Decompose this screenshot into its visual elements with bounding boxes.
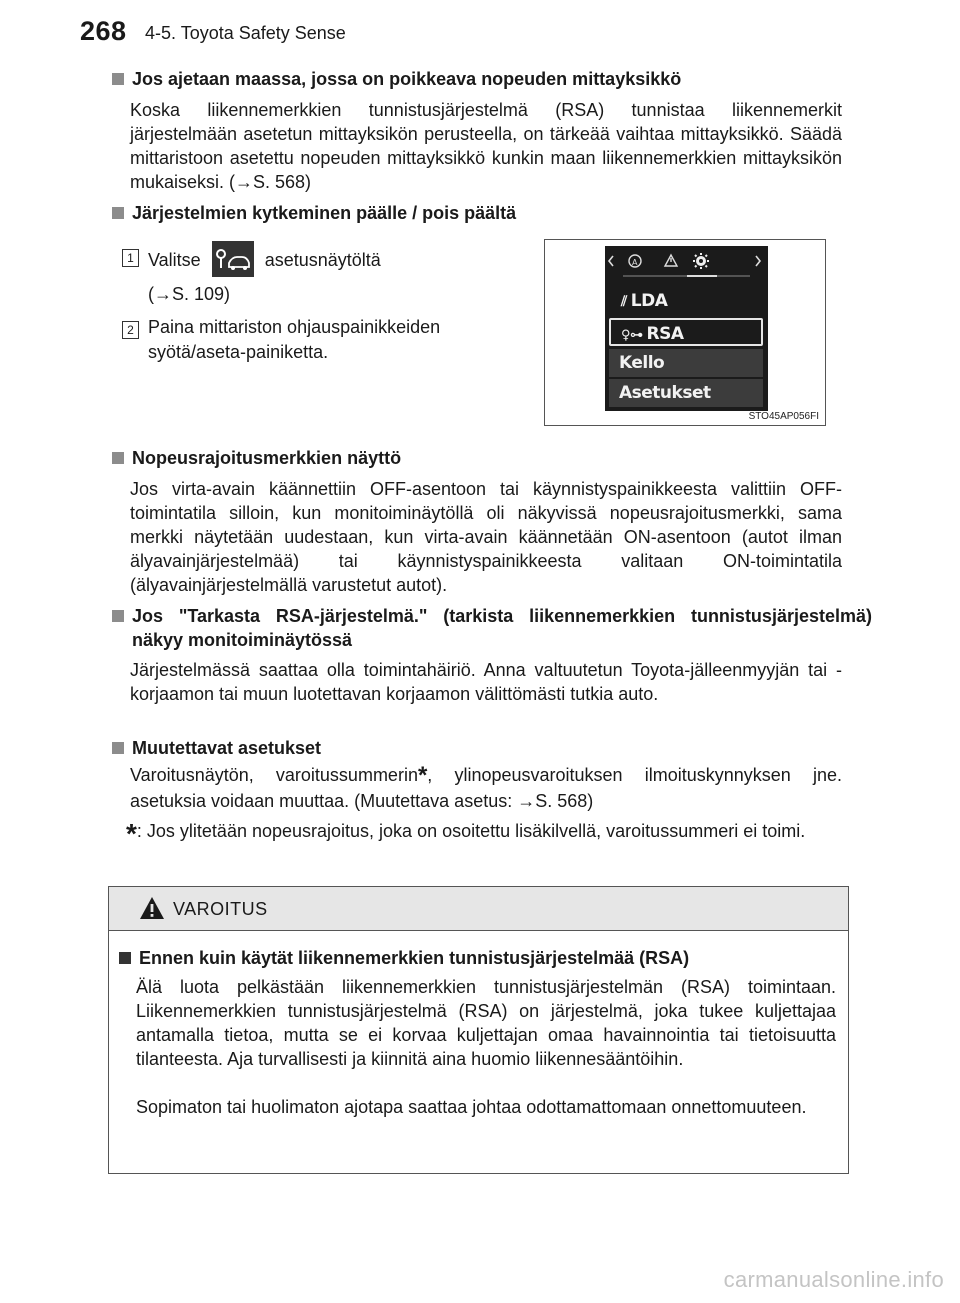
svg-text:A: A: [632, 258, 638, 267]
lane-departure-icon: ⫽: [621, 294, 627, 310]
warning-paragraph-2: Sopimaton tai huolimaton ajotapa saattaa johtaa odottamattomaan onnettomuuteen.: [136, 1097, 807, 1117]
step-number-2: 2: [122, 321, 139, 339]
warning-paragraph-1: Älä luota pelkästään liikennemerkkien tunnistusjärjestelmän (RSA) toimintaan. Liikennemerkkien tunnistusjärjestelmä (RSA) on järjestelmä, joka tukee kuljettajaa antamalla tietoa, mutta se ei korvaa kuljettajan omaa havainnointia tai tietoisuutta tilanteesta. Aja turvallisesti ja kiinnitä aina huomio liikennesääntöihin.: [136, 977, 836, 1069]
bullet-square-icon: [112, 742, 124, 754]
menu-item-lda: ⫽ LDA: [621, 291, 668, 311]
rsa-setting-icon: [212, 241, 254, 277]
warning-box: [108, 886, 849, 1174]
step-number-1: 1: [122, 249, 139, 267]
watermark: carmanualsonline.info: [723, 1267, 944, 1292]
footnote-marker: *: [417, 762, 428, 789]
section-body-display: Jos virta-avain käännettiin OFF-asentoon tai käynnistyspainikkeesta valittiin OFF-toimintatila silloin, kun monitoiminäytöllä oli näkyvissä nopeusrajoitusmerkki, sama merkki näytetään uudestaan, kun virta-avain käännetään ON-asentoon (autot ilman älyavainjärjestelmää) tai käynnistyspainikkeesta valitaan ON-toimintatila (älyavainjärjestelmällä varustetut autot).: [130, 479, 842, 595]
section-title-display: Nopeusrajoitusmerkkien näyttö: [112, 446, 401, 470]
settings-screen-figure: [544, 239, 826, 426]
display-tab-bar: [605, 246, 768, 280]
step-1-text: Valitse asetusnäytöltä: [148, 243, 508, 279]
multi-info-display: [605, 246, 768, 411]
bullet-square-icon: [112, 452, 124, 464]
bullet-square-icon: [112, 73, 124, 85]
figure-code: STO45AP056FI: [748, 411, 819, 422]
warning-triangle-icon: [139, 896, 165, 920]
warning-header: [109, 887, 848, 931]
bullet-square-icon: [112, 207, 124, 219]
footnote: *: Jos ylitetään nopeusrajoitus, joka on osoitettu lisäkilvellä, varoitussummeri ei toimi.: [126, 818, 806, 849]
menu-item-rsa-selected: ♀⊶ RSA: [609, 318, 763, 346]
bullet-square-icon: [119, 952, 131, 964]
page-number: 268: [80, 16, 127, 46]
warning-subtitle: Ennen kuin käytät liikennemerkkien tunnistusjärjestelmää (RSA): [119, 946, 689, 970]
warning-title: VAROITUS: [173, 899, 268, 919]
section-title-settings: Muutettavat asetukset: [112, 736, 321, 760]
section-title-unit: Jos ajetaan maassa, jossa on poikkeava nopeuden mittayksikkö: [112, 67, 681, 91]
bullet-square-icon: [112, 610, 124, 622]
section-header-title: 4-5. Toyota Safety Sense: [145, 23, 346, 43]
section-body-check: Järjestelmässä saattaa olla toimintahäiriö. Anna valtuutetun Toyota-jälleenmyyjän tai -korjaamon tai muun luotettavan korjaamon välittömästi tutkia auto.: [130, 660, 842, 704]
section-body-settings: Varoitusnäytön, varoitussummerin*, ylinopeusvaroituksen ilmoituskynnyksen jne. asetuksia voidaan muuttaa. (Muutettava asetus: →S. 568): [130, 762, 842, 811]
footnote-star: *: [126, 818, 137, 849]
section-title-toggle: Järjestelmien kytkeminen päälle / pois päältä: [112, 201, 516, 225]
step-1-reference: (→S. 109): [148, 284, 231, 304]
step-2-text: Paina mittariston ohjauspainikkeiden syötä/aseta-painiketta.: [148, 317, 441, 362]
section-title-check: Jos "Tarkasta RSA-järjestelmä." (tarkista liikennemerkkien tunnistusjärjestelmä) näkyy monitoiminäytössä: [112, 604, 872, 652]
section-body-unit: Koska liikennemerkkien tunnistusjärjestelmä (RSA) tunnistaa liikennemerkit järjestelmään asetetun mittayksikön perusteella, on tärkeää vaihtaa mittayksikkö. Säädä mittaristoon asetettu nopeuden mittayksikkö kunkin maan liikennemerkkien mittayksikön mukaiseksi. (→S. 568): [130, 100, 842, 192]
menu-item-asetukset: Asetukset: [609, 379, 763, 407]
menu-item-kello: Kello: [609, 349, 763, 377]
rsa-icon: ♀⊶: [621, 328, 643, 343]
